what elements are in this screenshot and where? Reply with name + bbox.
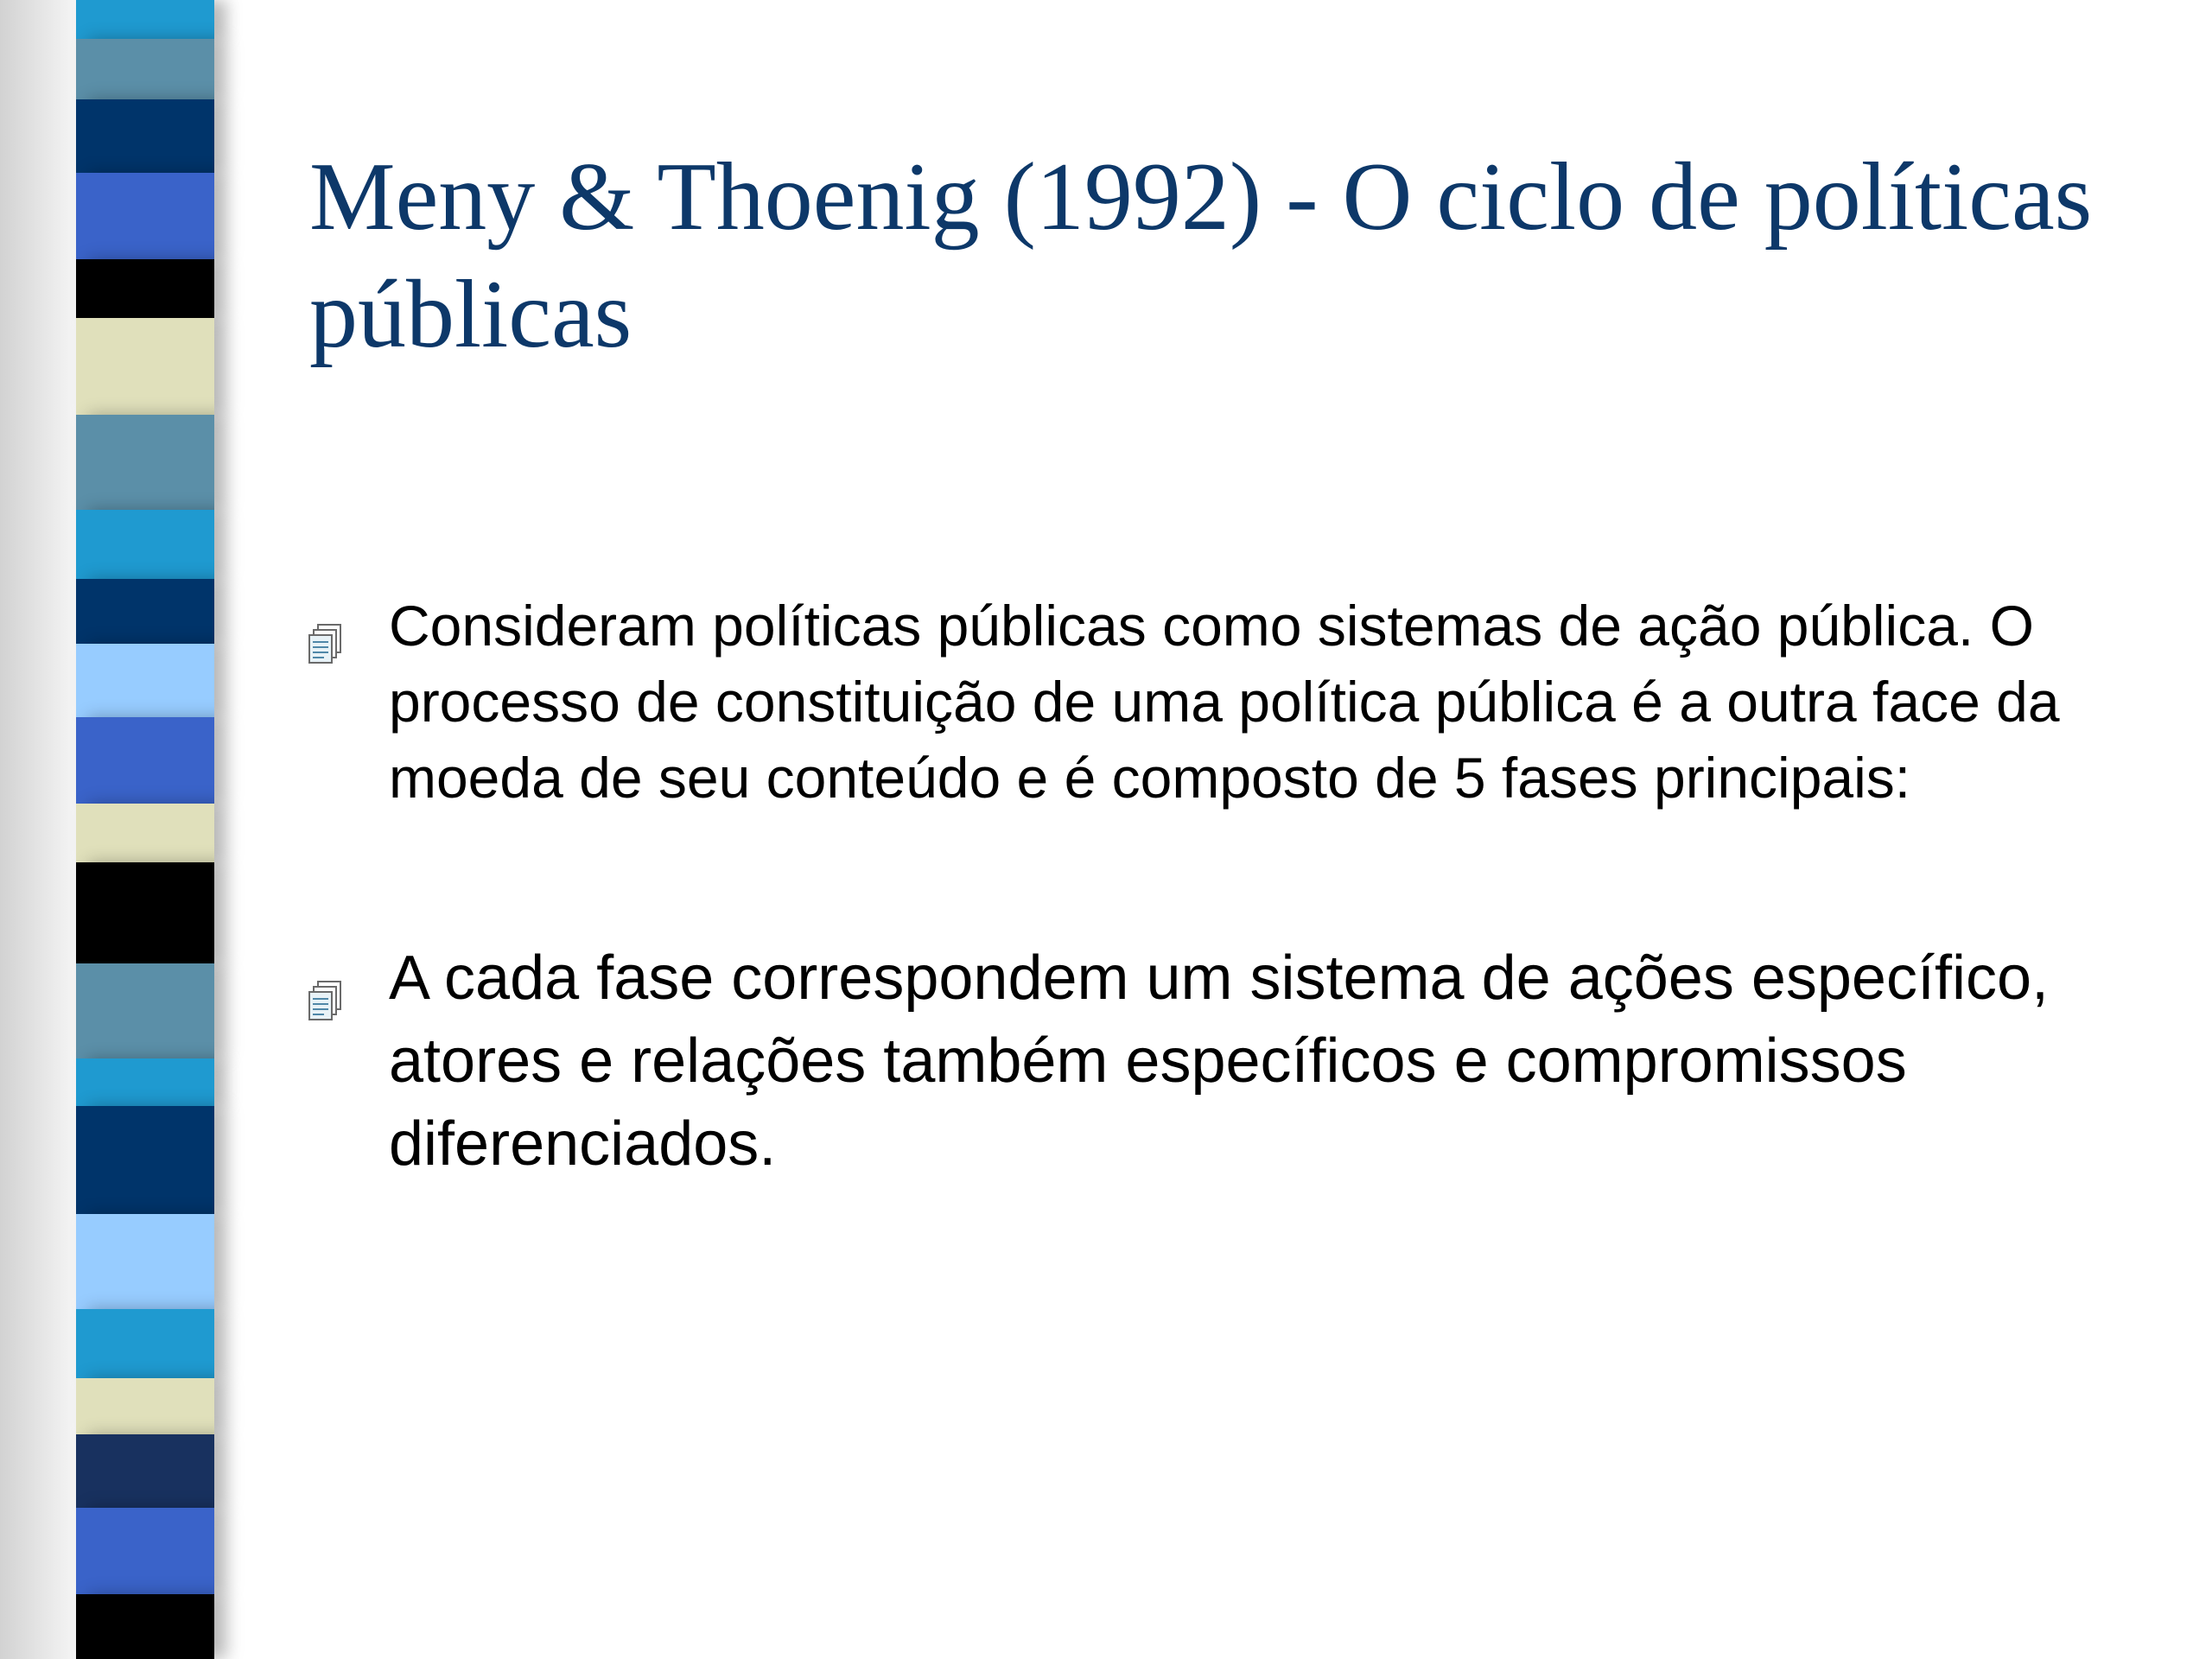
stripe xyxy=(76,1106,214,1214)
stripe xyxy=(76,1214,214,1309)
bullet-item xyxy=(307,937,2173,1185)
stripe-column xyxy=(76,0,214,1659)
stripe xyxy=(76,1594,214,1659)
stripe xyxy=(76,39,214,99)
stripe xyxy=(76,259,214,318)
stripe xyxy=(76,173,214,259)
decorative-side-band xyxy=(0,0,233,1659)
stripe xyxy=(76,1309,214,1378)
stripe xyxy=(76,1378,214,1434)
stripe xyxy=(76,1434,214,1508)
stripe xyxy=(76,1058,214,1106)
stripe xyxy=(76,0,214,39)
bullet-text: A cada fase correspondem um sistema de ações específico, atores e relações também específicos e compromissos diferenciados. xyxy=(389,944,2050,1179)
bullet-item xyxy=(307,588,2173,816)
stripe xyxy=(76,804,214,862)
document-stack-icon xyxy=(307,608,345,652)
bullet-list xyxy=(307,588,2173,1185)
stripe xyxy=(76,510,214,579)
slide-title: Meny & Thoenig (1992) - O ciclo de políticas públicas xyxy=(309,143,2093,368)
stripe xyxy=(76,963,214,1058)
stripe xyxy=(76,99,214,173)
stripe xyxy=(76,415,214,510)
stripe xyxy=(76,1508,214,1594)
bullet-text: Consideram políticas públicas como sistemas de ação pública. O processo de constituição de uma política pública é a outra face da moeda de seu conteúdo e é composto de 5 fases principais: xyxy=(389,594,2060,810)
stripe xyxy=(76,318,214,415)
document-stack-icon xyxy=(307,961,345,1004)
stripe xyxy=(76,717,214,804)
stripe xyxy=(76,862,214,963)
stripe xyxy=(76,579,214,644)
stripe xyxy=(76,644,214,717)
